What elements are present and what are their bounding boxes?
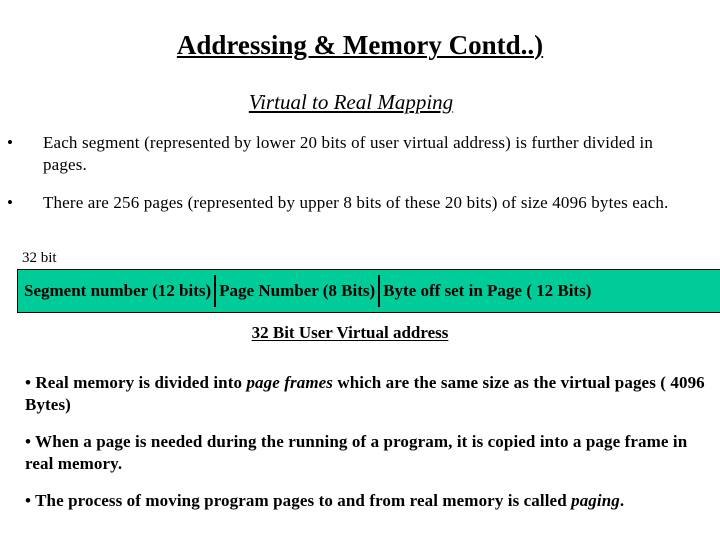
bit-width-label: 32 bit: [22, 250, 57, 266]
notes-section: [25, 372, 710, 512]
slide-title: Addressing & Memory Contd..): [176, 30, 544, 60]
note-page-frames: [25, 372, 710, 416]
note-paging: [25, 490, 710, 512]
bullet-item: [0, 132, 720, 176]
bullet-text: There are 256 pages (represented by upper 8 bits of these 20 bits) of size 4096 bytes each.: [43, 193, 669, 212]
bullet-icon: •: [7, 133, 14, 152]
note-emphasis: paging: [571, 491, 620, 510]
bullet-item: [0, 192, 720, 214]
note-text: which are the same size as the virtual pages ( 4096 Bytes): [25, 373, 705, 414]
note-text: • The process of moving program pages to and from real memory is called: [25, 491, 572, 510]
bullet-list: [0, 132, 720, 214]
note-page-needed: • When a page is needed during the running of a program, it is copied into a page frame in real memory.: [25, 432, 688, 473]
note-text: • Real memory is divided into: [25, 373, 247, 392]
slide-subtitle: Virtual to Real Mapping: [248, 90, 454, 114]
page-number-field: Page Number (8 Bits): [216, 275, 380, 307]
note-text: .: [619, 491, 625, 510]
address-caption: 32 Bit User Virtual address: [251, 323, 449, 342]
virtual-address-box: [17, 269, 720, 313]
segment-number-field: Segment number (12 bits): [21, 275, 216, 307]
bullet-text: Each segment (represented by lower 20 bits of user virtual address) is further divided in pages.: [43, 133, 654, 174]
note-emphasis: page frames: [246, 373, 334, 392]
bullet-icon: •: [7, 193, 14, 212]
byte-offset-field: Byte off set in Page ( 12 Bits): [383, 281, 592, 300]
